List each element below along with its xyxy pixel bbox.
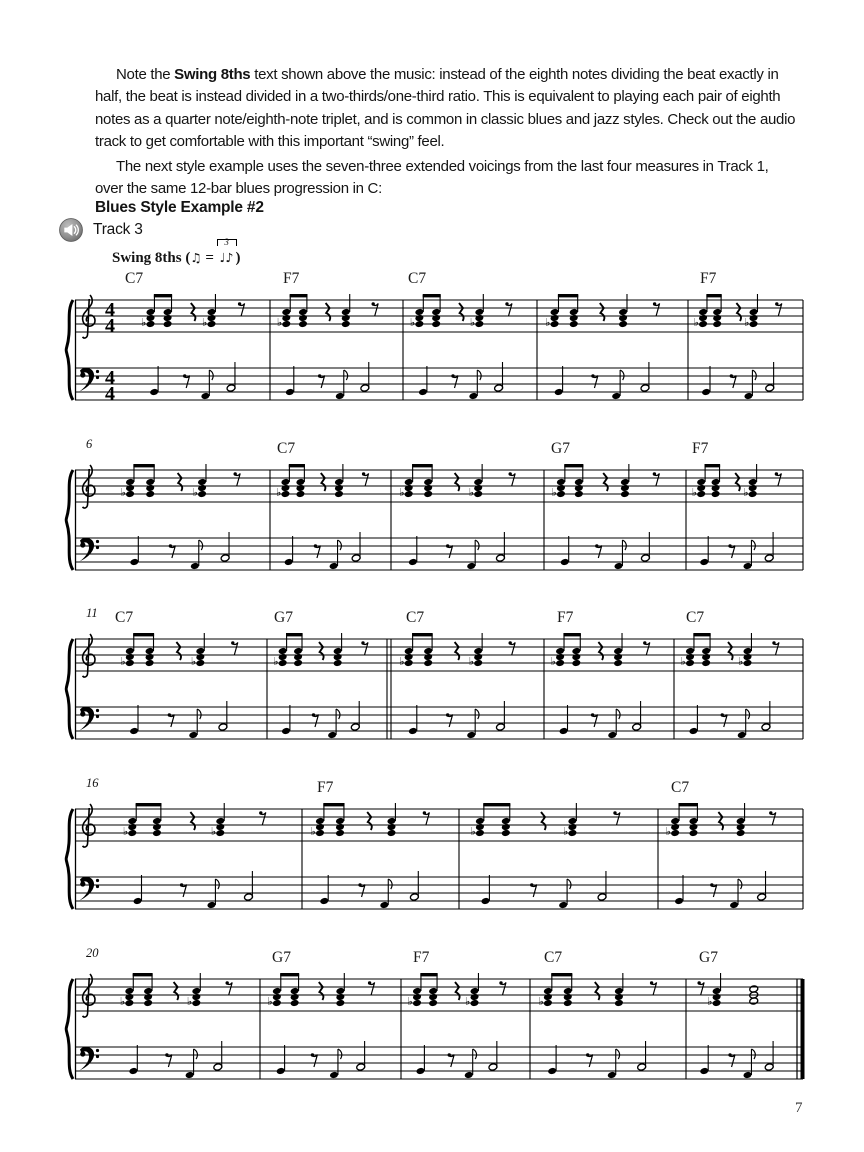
svg-text:♭: ♭ — [120, 655, 126, 668]
svg-text:♭: ♭ — [273, 655, 279, 668]
chord-symbol: F7 — [283, 270, 300, 287]
system-5 — [62, 947, 810, 1109]
tempo-marking — [112, 237, 241, 267]
svg-text:♭: ♭ — [744, 316, 750, 329]
measure-number: 20 — [86, 946, 99, 960]
svg-text:♭: ♭ — [693, 316, 699, 329]
chord-symbol: C7 — [408, 270, 427, 287]
chord-symbol: F7 — [700, 270, 717, 287]
svg-text:♭: ♭ — [707, 995, 713, 1008]
svg-text:♭: ♭ — [276, 316, 283, 329]
system-1 — [62, 268, 810, 430]
svg-text:♭: ♭ — [192, 486, 198, 499]
chord-symbol: G7 — [272, 949, 291, 966]
svg-text:♭: ♭ — [665, 825, 671, 838]
brace — [66, 639, 73, 739]
svg-text:♭: ♭ — [399, 486, 405, 499]
svg-text:♭: ♭ — [119, 995, 126, 1008]
svg-text:♭: ♭ — [141, 316, 147, 329]
svg-text:♭: ♭ — [122, 825, 129, 838]
chord-symbol: F7 — [692, 440, 709, 457]
grand-staff — [62, 460, 810, 594]
system-4 — [62, 777, 810, 939]
triplet-group — [218, 237, 236, 267]
svg-text:♭: ♭ — [186, 995, 193, 1008]
svg-text:♭: ♭ — [469, 316, 476, 329]
chord-symbol: G7 — [274, 609, 293, 626]
svg-text:♭: ♭ — [120, 486, 126, 499]
grand-staff — [62, 969, 810, 1103]
time-signature: 4 — [105, 315, 115, 337]
chord-symbol: C7 — [115, 609, 134, 626]
chord-symbol: C7 — [277, 440, 296, 457]
para1-rest: text shown above the music: instead of the eighth notes dividing the beat exactly in half, the beat is instead divided in a two-thirds/one-third ratio. This is equivalent to playing each pair of eighth notes as a quarter note/eighth-note triplet, and is common in classic blues and jazz styles. Check out the audio track to get comfortable with this important “swing” feel. — [95, 66, 796, 151]
bass-clef-icon — [80, 707, 100, 731]
chord-symbol: C7 — [125, 270, 144, 287]
svg-text:♭: ♭ — [399, 655, 405, 668]
svg-text:♭: ♭ — [738, 655, 744, 668]
chord-symbol: C7 — [406, 609, 425, 626]
time-signature: 4 — [105, 367, 115, 389]
svg-text:♭: ♭ — [468, 486, 474, 499]
svg-text:♭: ♭ — [468, 655, 474, 668]
chord-symbol: G7 — [551, 440, 570, 457]
grand-staff — [62, 629, 810, 763]
triplet-number: 3 — [217, 239, 237, 246]
svg-text:♭: ♭ — [545, 316, 551, 329]
brace — [66, 470, 73, 570]
brace — [66, 809, 73, 909]
time-signature: 4 — [105, 299, 115, 321]
svg-text:♭: ♭ — [407, 995, 413, 1008]
svg-text:♭: ♭ — [538, 995, 544, 1008]
system-3 — [62, 607, 810, 769]
svg-text:♭: ♭ — [562, 825, 569, 838]
para1-bold-term: Swing 8ths — [174, 66, 251, 83]
bass-clef-icon — [80, 538, 100, 562]
chord-symbol: F7 — [557, 609, 574, 626]
audio-speaker-icon — [58, 217, 84, 243]
grand-staff — [62, 290, 810, 424]
svg-text:♭: ♭ — [465, 995, 471, 1008]
svg-text:♭: ♭ — [680, 655, 686, 668]
svg-text:♭: ♭ — [202, 316, 208, 329]
measure-number: 11 — [86, 606, 98, 620]
chord-symbol: F7 — [413, 949, 430, 966]
svg-text:♭: ♭ — [190, 655, 197, 668]
tempo-text: Swing 8ths — [112, 250, 182, 266]
page-number: 7 — [795, 1100, 803, 1116]
svg-text:♭: ♭ — [551, 486, 557, 499]
svg-text:♭: ♭ — [210, 825, 217, 838]
svg-text:♭: ♭ — [550, 655, 556, 668]
time-signature: 4 — [105, 383, 115, 405]
chord-symbol: C7 — [544, 949, 563, 966]
brace — [66, 979, 73, 1079]
brace — [66, 300, 73, 400]
track-row — [58, 217, 143, 243]
tempo-equation: (♫ = 3 ♩♪ ) — [185, 237, 241, 266]
track-label: Track 3 — [93, 221, 143, 238]
example-title: Blues Style Example #2 — [95, 199, 264, 216]
chord-symbol: C7 — [671, 779, 690, 796]
para2-text: The next style example uses the seven-three extended voicings from the last four measures in Track 1, over the same 12-bar blues progression in C: — [95, 158, 769, 198]
beamed-eighths-icon: ♫ — [190, 250, 202, 265]
bass-clef-icon — [80, 877, 100, 901]
svg-text:♭: ♭ — [409, 316, 416, 329]
measure-number: 16 — [86, 776, 99, 790]
intro-paragraph-1 — [95, 64, 796, 154]
system-2 — [62, 438, 810, 600]
measure-number: 6 — [86, 437, 93, 451]
bass-clef-icon — [80, 368, 100, 392]
svg-text:♭: ♭ — [691, 486, 697, 499]
para1-prefix: Note the — [116, 66, 175, 83]
svg-text:♭: ♭ — [310, 825, 316, 838]
bass-clef-icon — [80, 1047, 100, 1071]
svg-text:♭: ♭ — [275, 486, 282, 499]
svg-text:♭: ♭ — [743, 486, 749, 499]
chord-symbol: C7 — [686, 609, 705, 626]
svg-text:♭: ♭ — [267, 995, 273, 1008]
svg-text:♭: ♭ — [470, 825, 476, 838]
quarter-eighth-icon: ♩♪ — [219, 250, 234, 265]
chord-symbol: G7 — [699, 949, 718, 966]
chord-symbol: F7 — [317, 779, 334, 796]
intro-paragraph-2 — [95, 156, 796, 201]
grand-staff — [62, 799, 810, 933]
